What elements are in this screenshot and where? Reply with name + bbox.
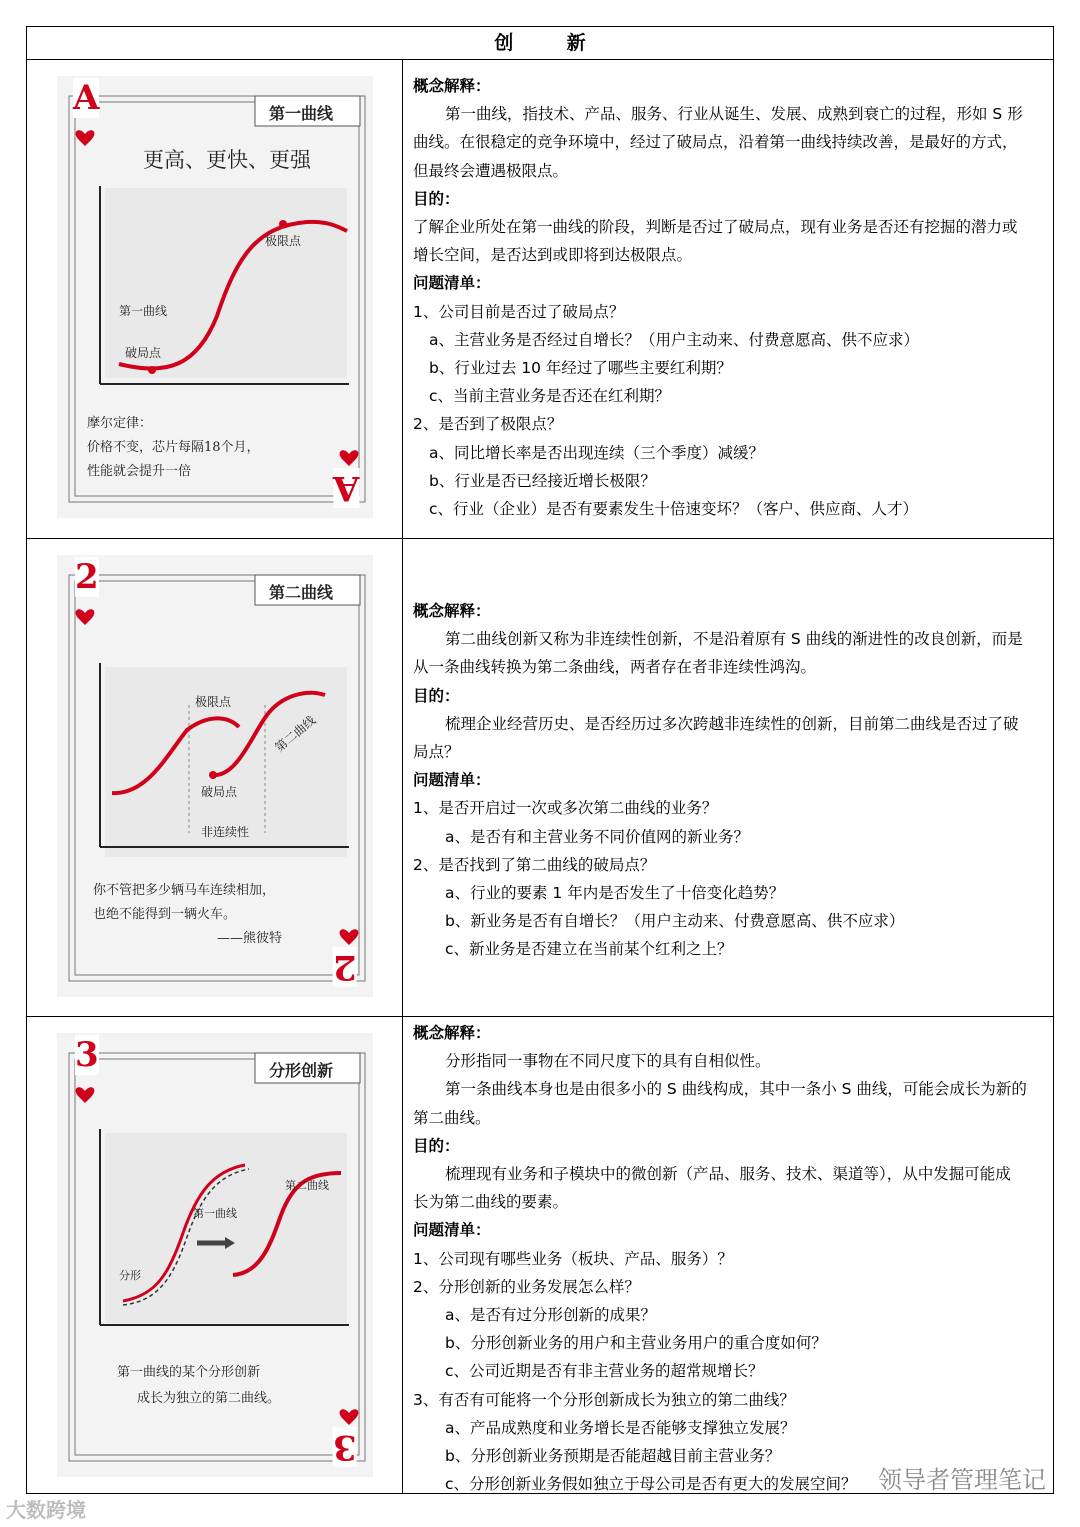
- question-item: 3、有否有可能将一个分形创新成长为独立的第二曲线？: [413, 1390, 795, 1409]
- concept-line: 第一曲线，指技术、产品、服务、行业从诞生、发展、成熟到衰亡的过程，形如 S 形: [445, 105, 1023, 124]
- question-label: 问题清单：: [413, 274, 491, 293]
- label-fractal: 分形: [119, 1269, 141, 1282]
- row-second-curve: [27, 539, 1053, 1017]
- rank-top: 2: [75, 557, 99, 597]
- poker-card-3: [57, 1033, 373, 1477]
- question-item: b、分形创新业务预期是否能超越目前主营业务？: [445, 1447, 781, 1466]
- goal-line: 了解企业所处在第一曲线的阶段，判断是否过了破局点，现有业务是否还有挖掘的潜力或: [413, 218, 1018, 237]
- question-item: a、是否有和主营业务不同价值网的新业务？: [445, 827, 749, 846]
- quote-line: ——熊彼特: [217, 931, 283, 946]
- rank-bottom: A: [333, 468, 360, 508]
- question-item: 2、分形创新的业务发展怎么样？: [413, 1277, 640, 1296]
- question-item: 1、公司现有哪些业务（板块、产品、服务）？: [413, 1249, 733, 1268]
- label-discontinuity: 非连续性: [201, 825, 250, 839]
- concept-line: 第一条曲线本身也是由很多小的 S 曲线构成，其中一条小 S 曲线，可能会成长为新的: [445, 1080, 1027, 1099]
- goal-line: 增长空间，是否达到或即将到达极限点。: [413, 246, 693, 265]
- concept-label: 概念解释：: [413, 1024, 491, 1042]
- question-item: c、公司近期是否有非主营业务的超常规增长？: [445, 1362, 764, 1381]
- quote-line: 摩尔定律：: [87, 416, 153, 431]
- card-headline: 更高、更快、更强: [143, 148, 311, 172]
- question-item: b、新业务是否有自增长？（用户主动来、付费意愿高、供不应求）: [445, 912, 905, 931]
- rank-top: A: [73, 78, 100, 118]
- concept-line: 但最终会遭遇极限点。: [413, 161, 569, 180]
- title-char-2: 新: [566, 32, 586, 54]
- concept-label: 概念解释：: [413, 602, 491, 620]
- goal-line: 梳理现有业务和子模块中的微创新（产品、服务、技术、渠道等），从中发掘可能成: [445, 1165, 1011, 1184]
- rank-bottom: 3: [333, 1427, 357, 1467]
- question-item: 1、公司目前是否过了破局点？: [413, 302, 625, 321]
- concept-line: 曲线。在很稳定的竞争环境中，经过了破局点，沿着第一曲线持续改善，是最好的方式，: [413, 133, 1018, 152]
- watermark-left: 大数跨境: [6, 1498, 86, 1522]
- card-cell: [27, 1017, 403, 1493]
- question-item: c、行业（企业）是否有要素发生十倍速变坏？（客户、供应商、人才）: [429, 500, 919, 519]
- watermark-right: 领导者管理笔记: [878, 1466, 1046, 1494]
- question-item: b、分形创新业务的用户和主营业务用户的重合度如何？: [445, 1334, 827, 1353]
- quote-line: 也绝不能得到一辆火车。: [93, 907, 237, 922]
- question-item: a、行业的要素 1 年内是否发生了十倍变化趋势？: [445, 884, 785, 903]
- rank-bottom: 2: [333, 947, 357, 987]
- quote-line: 你不管把多少辆马车连续相加，: [93, 883, 276, 898]
- question-item: a、是否有过分形创新的成果？: [445, 1306, 656, 1325]
- concept-line: 第二曲线创新又称为非连续性创新，不是沿着原有 S 曲线的渐进性的改良创新，而是: [445, 630, 1023, 649]
- quote-line: 价格不变，芯片每隔18个月，: [87, 440, 260, 455]
- text-cell: [413, 1019, 1045, 1495]
- label-limit: 极限点: [195, 695, 232, 709]
- goal-line: 局点？: [413, 743, 460, 762]
- question-item: c、当前主营业务是否还在红利期？: [429, 387, 671, 406]
- concept-line: 第二曲线。: [413, 1108, 491, 1127]
- card-tag: 第一曲线: [269, 104, 334, 123]
- card-tag: 第二曲线: [269, 583, 334, 602]
- label-first-curve: 第一曲线: [193, 1207, 237, 1220]
- concept-line: 从一条曲线转换为第二条曲线，两者存在者非连续性鸿沟。: [413, 658, 817, 677]
- label-break: 破局点: [201, 785, 238, 799]
- goal-label: 目的：: [413, 686, 460, 705]
- goal-line: 长为第二曲线的要素。: [413, 1193, 569, 1212]
- title-char-1: 创: [494, 32, 514, 54]
- innovation-table: [26, 26, 1054, 1494]
- goal-label: 目的：: [413, 189, 460, 208]
- label-limit: 极限点: [265, 234, 302, 248]
- question-item: 1、是否开启过一次或多次第二曲线的业务？: [413, 799, 718, 818]
- label-first-curve: 第一曲线: [119, 304, 168, 318]
- row-first-curve: [27, 60, 1053, 539]
- card-cell: [27, 60, 403, 538]
- quote-line: 第一曲线的某个分形创新: [117, 1365, 261, 1380]
- table-title: [27, 27, 1053, 60]
- poker-card-a: [57, 76, 373, 518]
- question-item: b、行业过去 10 年经过了哪些主要红利期？: [429, 359, 732, 378]
- label-second-curve: 第二曲线: [272, 713, 319, 755]
- text-cell: [413, 72, 1045, 550]
- question-item: c、分形创新业务假如独立于母公司是否有更大的发展空间？: [445, 1475, 857, 1494]
- question-item: 2、是否找到了第二曲线的破局点？: [413, 855, 656, 874]
- label-second-curve: 第二曲线: [285, 1179, 329, 1192]
- quote-line: 成长为独立的第二曲线。: [137, 1391, 281, 1406]
- quote-line: 性能就会提升一倍: [87, 464, 192, 479]
- question-label: 问题清单：: [413, 771, 491, 790]
- text-cell: [413, 597, 1045, 1074]
- question-item: c、新业务是否建立在当前某个红利之上？: [445, 940, 733, 959]
- question-item: a、产品成熟度和业务增长是否能够支撑独立发展？: [445, 1418, 796, 1437]
- rank-top: 3: [75, 1035, 99, 1075]
- card-cell: [27, 539, 403, 1016]
- goal-label: 目的：: [413, 1136, 460, 1155]
- label-break: 破局点: [125, 346, 162, 360]
- goal-line: 梳理企业经营历史、是否经历过多次跨越非连续性的创新，目前第二曲线是否过了破: [445, 714, 1019, 733]
- question-item: 2、是否到了极限点？: [413, 415, 563, 434]
- poker-card-2: [57, 555, 373, 997]
- card-tag: 分形创新: [269, 1061, 334, 1080]
- concept-label: 概念解释：: [413, 77, 491, 95]
- concept-line: 分形指同一事物在不同尺度下的具有自相似性。: [445, 1052, 771, 1071]
- question-label: 问题清单：: [413, 1221, 491, 1240]
- question-item: a、主营业务是否经过自增长？（用户主动来、付费意愿高、供不应求）: [429, 330, 920, 349]
- question-item: a、同比增长率是否出现连续（三个季度）减缓？: [429, 443, 764, 462]
- question-item: b、行业是否已经接近增长极限？: [429, 471, 656, 490]
- row-fractal: [27, 1017, 1053, 1493]
